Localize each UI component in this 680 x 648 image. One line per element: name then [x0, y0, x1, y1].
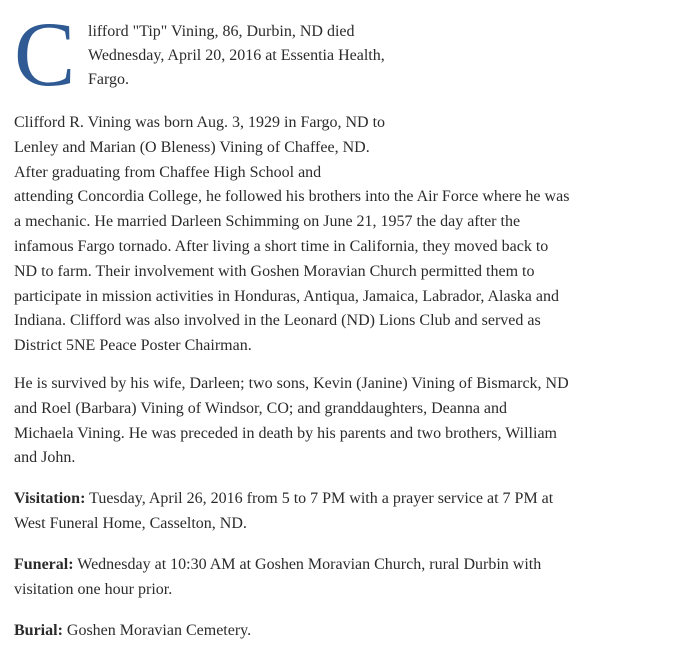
bio-line: attending Concordia College, he followed his brothers into the Air Force where he was — [14, 188, 570, 206]
intro-paragraph — [88, 20, 648, 92]
visitation-label: Visitation: — [14, 490, 86, 507]
bio-line: District 5NE Peace Poster Chairman. — [14, 337, 252, 355]
burial-label: Burial: — [14, 622, 63, 639]
bio-line: Clifford R. Vining was born Aug. 3, 1929 in Fargo, ND to — [14, 114, 386, 131]
bio-line: ND to farm. Their involvement with Goshen Moravian Church permitted them to — [14, 262, 535, 280]
bio-line: infamous Fargo tornado. After living a short time in California, they moved back to — [14, 237, 549, 255]
burial-paragraph — [14, 619, 654, 644]
funeral-line — [14, 553, 654, 578]
bio-line: Lenley and Marian (O Bleness) Vining of Chaffee, ND. — [14, 138, 370, 156]
dropcap-letter: C — [14, 3, 76, 105]
funeral-label: Funeral: — [14, 556, 74, 573]
survivors-paragraph — [14, 372, 654, 471]
bio-line: participate in mission activities in Honduras, Antiqua, Jamaica, Labrador, Alaska and — [14, 287, 559, 305]
visitation-text: Tuesday, April 26, 2016 from 5 to 7 PM with a prayer service at 7 PM at — [85, 490, 554, 507]
burial-line — [14, 619, 654, 644]
funeral-text: Wednesday at 10:30 AM at Goshen Moravian Church, rural Durbin with — [73, 556, 542, 573]
visitation-line — [14, 487, 654, 512]
survivors-line: and Roel (Barbara) Vining of Windsor, CO; and granddaughters, Deanna and — [14, 399, 508, 417]
visitation-line: West Funeral Home, Casselton, ND. — [14, 514, 247, 532]
visitation-paragraph — [14, 487, 654, 537]
bio-line: After graduating from Chaffee High School and — [14, 163, 322, 181]
survivors-line: Michaela Vining. He was preceded in death by his parents and two brothers, William — [14, 424, 557, 442]
biography-paragraph — [14, 111, 654, 359]
burial-text: Goshen Moravian Cemetery. — [62, 622, 252, 639]
intro-line: lifford "Tip" Vining, 86, Durbin, ND died — [88, 23, 355, 40]
intro-line: Wednesday, April 20, 2016 at Essentia Health, — [88, 47, 385, 64]
bio-line: a mechanic. He married Darleen Schimming on June 21, 1957 the day after the — [14, 213, 521, 231]
funeral-paragraph — [14, 553, 654, 603]
survivors-line: and John. — [14, 449, 76, 467]
bio-line: Indiana. Clifford was also involved in the Leonard (ND) Lions Club and served as — [14, 312, 541, 330]
intro-line: Fargo. — [88, 71, 130, 88]
survivors-line: He is survived by his wife, Darleen; two sons, Kevin (Janine) Vining of Bismarck, ND — [14, 375, 569, 392]
funeral-line: visitation one hour prior. — [14, 580, 173, 598]
